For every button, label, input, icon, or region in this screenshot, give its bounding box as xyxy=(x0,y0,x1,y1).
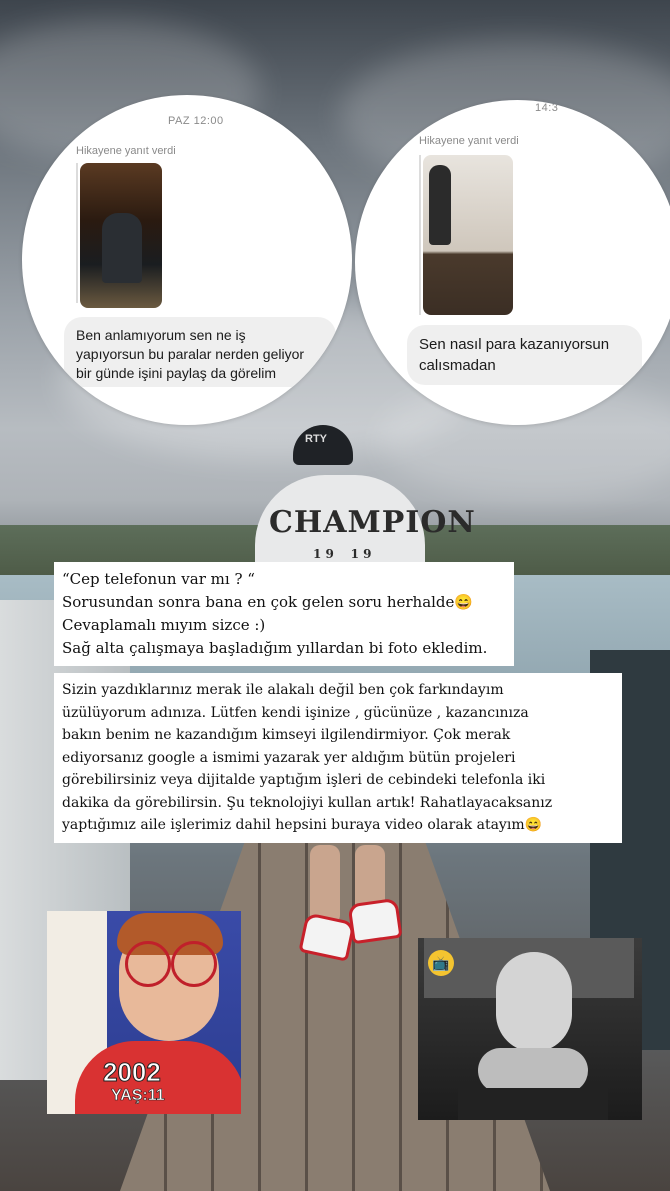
person-back xyxy=(255,425,476,575)
story-thumbnail[interactable] xyxy=(423,155,513,315)
message-line: yapıyorsun bu paralar nerden geliyor xyxy=(76,346,305,362)
child-hands xyxy=(478,1048,588,1093)
caption-line: Sizin yazdıklarınız merak ile alakalı değil ben çok farkındayım xyxy=(62,682,504,698)
tv-icon: 📺 xyxy=(428,950,454,976)
cap-text: RTY xyxy=(305,433,327,445)
thumbnail-person xyxy=(429,165,451,245)
childhood-photo-right[interactable] xyxy=(418,938,642,1120)
caption-box-2 xyxy=(54,673,622,843)
dm-reply-card-left xyxy=(22,95,352,425)
caption-line: görebilirsiniz veya dijitalde yaptığım işleri de cebindeki telefonla iki xyxy=(62,772,546,788)
right-shoe xyxy=(347,898,402,945)
message-line: calısmadan xyxy=(419,357,496,374)
message-line: bir günde işini paylaş da görelim xyxy=(76,365,276,381)
glasses-right xyxy=(171,941,217,987)
reply-quote-bar xyxy=(419,155,421,315)
caption-box-1 xyxy=(54,562,514,666)
caption-line: Sağ alta çalışmaya başladığım yıllardan bi foto ekledim. xyxy=(62,639,488,657)
message-bubble xyxy=(64,317,336,387)
desk xyxy=(458,1088,608,1120)
caption-line: ediyorsanız google a ismimi yazarak yer aldığım bütün projeleri xyxy=(62,749,516,766)
thumbnail-person xyxy=(102,213,142,283)
left-shoe xyxy=(298,912,355,962)
message-time: 14:3 xyxy=(535,102,559,114)
shirt-text: CHAMPION xyxy=(269,505,476,540)
message-line: Ben anlamıyorum sen ne iş xyxy=(76,327,246,343)
caption-line: Sorusundan sonra bana en çok gelen soru herhalde😄 xyxy=(62,593,474,611)
story-reply-label: Hikayene yanıt verdi xyxy=(419,135,519,147)
message-bubble xyxy=(407,325,642,385)
shirt-number: 1 9 1 9 xyxy=(313,547,372,561)
message-time: PAZ 12:00 xyxy=(168,115,224,127)
legs xyxy=(300,845,390,955)
photo-age: YAŞ:11 xyxy=(111,1087,165,1104)
reply-quote-bar xyxy=(76,163,78,303)
caption-line: “Cep telefonun var mı ? “ xyxy=(62,570,255,588)
story-thumbnail[interactable] xyxy=(80,163,162,308)
caption-line: yaptığımız aile işlerimiz dahil hepsini buraya video olarak atayım😄 xyxy=(62,817,543,833)
dm-reply-card-right xyxy=(355,100,670,425)
photo-year: 2002 xyxy=(103,1057,161,1087)
message-line: Sen nasıl para kazanıyorsun xyxy=(419,336,610,353)
child-face xyxy=(496,952,572,1052)
left-leg xyxy=(310,845,340,925)
caption-line: dakika da görebilirsin. Şu teknolojiyi kullan artık! Rahatlayacaksanız xyxy=(62,794,553,811)
caption-line: bakın benim ne kazandığım kimseyi ilgilendirmiyor. Çok merak xyxy=(62,727,511,743)
caption-line: Cevaplamalı mıyım sizce :) xyxy=(62,616,266,634)
story-reply-label: Hikayene yanıt verdi xyxy=(76,145,176,157)
childhood-photo-left[interactable] xyxy=(47,911,241,1114)
glasses-left xyxy=(125,941,171,987)
caption-line: üzülüyorum adınıza. Lütfen kendi işinize , gücünüze , kazancınıza xyxy=(62,704,529,721)
cap xyxy=(293,425,353,465)
